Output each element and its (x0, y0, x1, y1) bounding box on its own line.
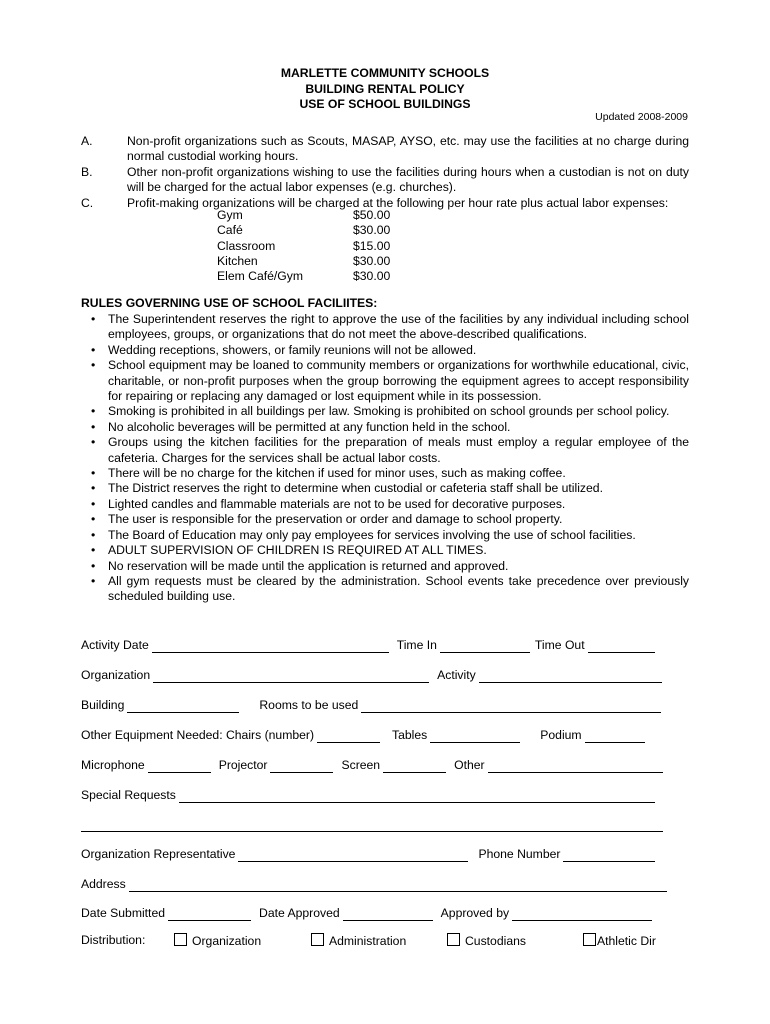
screen-label: Screen (341, 757, 381, 772)
chairs-field[interactable] (317, 729, 380, 743)
rule-item: • No reservation will be made until the application is returned and approved. (81, 559, 689, 574)
form-row-building (81, 695, 661, 713)
dist-custodians-label: Custodians (465, 933, 526, 948)
phone-field[interactable] (563, 848, 655, 862)
item-letter: A. (81, 134, 93, 148)
rule-item: • There will be no charge for the kitchen if used for minor uses, such as making coffee. (81, 466, 689, 481)
activity-label: Activity (437, 667, 476, 682)
date-approved-label: Date Approved (259, 905, 340, 920)
podium-field[interactable] (585, 729, 645, 743)
title-district: MARLETTE COMMUNITY SCHOOLS (280, 66, 490, 80)
approved-by-field[interactable] (512, 907, 652, 921)
microphone-label: Microphone (81, 757, 145, 772)
activity-date-label: Activity Date (81, 637, 149, 652)
dist-athletic-label: Athletic Dir (597, 933, 656, 948)
form-row-distribution (81, 932, 656, 950)
other-label: Other (454, 757, 485, 772)
approved-by-label: Approved by (440, 905, 510, 920)
time-in-field[interactable] (440, 639, 530, 653)
rate-name: Classroom (217, 238, 276, 253)
special-requests-field[interactable] (179, 789, 655, 803)
rate-name: Gym (217, 208, 243, 222)
date-submitted-label: Date Submitted (81, 905, 166, 920)
dist-administration-option[interactable] (311, 933, 447, 949)
rate-price: $30.00 (353, 269, 391, 284)
rule-item: • School equipment may be loaned to community members or organizations for worthwhile educational, civic, charitable, or non-profit purposes when the group borrowing the equipment agrees to accept responsibility for repairing or replacing any damaged or lost equipment while in its possession. (81, 358, 689, 404)
address-label: Address (81, 876, 126, 891)
phone-label: Phone Number (478, 846, 561, 861)
checkbox-icon[interactable] (174, 933, 187, 946)
rule-item: • The Superintendent reserves the right to approve the use of the facilities by any individual including school employees, groups, or organizations that do not meet the above-described qualifications. (81, 312, 689, 343)
date-approved-field[interactable] (343, 907, 433, 921)
rules-heading: RULES GOVERNING USE OF SCHOOL FACILIITES: (81, 296, 378, 310)
title-policy: BUILDING RENTAL POLICY (305, 81, 465, 96)
projector-label: Projector (218, 757, 268, 772)
form-row-special-requests (81, 785, 655, 803)
rate-name: Café (217, 223, 243, 238)
rule-item: • Lighted candles and flammable materials are not to be used for decorative purposes. (81, 497, 689, 512)
title-use: USE OF SCHOOL BUILDINGS (299, 97, 471, 111)
checkbox-icon[interactable] (583, 933, 596, 946)
rate-row (217, 223, 390, 238)
podium-label: Podium (540, 727, 582, 742)
item-text: Profit-making organizations will be charged at the following per hour rate plus actual labor expenses: (127, 195, 669, 210)
checkbox-icon[interactable] (447, 933, 460, 946)
time-in-label: Time In (396, 637, 437, 652)
chairs-label: Other Equipment Needed: Chairs (number) (81, 727, 315, 742)
time-out-label: Time Out (534, 637, 585, 652)
org-rep-field[interactable] (238, 848, 468, 862)
rule-item: • The Board of Education may only pay employees for services involving the use of school facilities. (81, 528, 689, 543)
rate-row (217, 208, 390, 223)
item-text: Other non-profit organizations wishing to use the facilities during hours when a custodian is not on duty will be charged for the actual labor expenses (e.g. churches). (127, 164, 689, 195)
dist-organization-label: Organization (192, 933, 262, 948)
dist-administration-label: Administration (329, 933, 407, 948)
form-row-approval (81, 903, 652, 921)
organization-label: Organization (81, 667, 151, 682)
rule-item: • Smoking is prohibited in all buildings per law. Smoking is prohibited on school grounds per school policy. (81, 404, 689, 419)
rate-name: Kitchen (217, 253, 258, 268)
time-out-field[interactable] (588, 639, 655, 653)
item-letter: C. (81, 195, 94, 210)
form-row-organization (81, 665, 662, 683)
microphone-field[interactable] (148, 759, 211, 773)
activity-date-field[interactable] (152, 639, 389, 653)
other-field[interactable] (488, 759, 663, 773)
building-field[interactable] (127, 699, 239, 713)
rate-price: $15.00 (353, 238, 391, 253)
form-row-equipment (81, 725, 645, 743)
screen-field[interactable] (383, 759, 446, 773)
dist-custodians-option[interactable] (447, 933, 583, 949)
special-requests-field-line2[interactable] (81, 818, 663, 832)
rule-item: • The user is responsible for the preservation or order and damage to school property. (81, 512, 689, 527)
form-row-representative (81, 844, 655, 862)
item-text: Non-profit organizations such as Scouts, MASAP, AYSO, etc. may use the facilities at no charge during normal custodial working hours. (127, 134, 689, 164)
lettered-item-a (81, 134, 689, 165)
rule-item: • No alcoholic beverages will be permitted at any function held in the school. (81, 420, 689, 435)
rate-price: $30.00 (353, 223, 391, 238)
form-row-activity-date (81, 635, 655, 653)
document-title (0, 66, 770, 113)
dist-organization-option[interactable] (174, 933, 311, 949)
form-row-av-equipment (81, 755, 663, 773)
building-label: Building (81, 697, 125, 712)
rooms-label: Rooms to be used (259, 697, 359, 712)
form-row-address (81, 874, 667, 892)
form-row-special-requests-cont (81, 814, 663, 832)
rate-price: $30.00 (353, 253, 391, 268)
rooms-field[interactable] (361, 699, 661, 713)
date-submitted-field[interactable] (168, 907, 251, 921)
projector-field[interactable] (270, 759, 333, 773)
tables-field[interactable] (430, 729, 520, 743)
lettered-list (81, 134, 689, 211)
checkbox-icon[interactable] (311, 933, 324, 946)
rate-row (217, 239, 390, 254)
rules-list (81, 312, 689, 605)
rule-item: • The District reserves the right to determine when custodial or cafeteria staff shall be utilized. (81, 481, 689, 496)
activity-field[interactable] (479, 669, 662, 683)
rule-item: • Wedding receptions, showers, or family reunions will not be allowed. (81, 343, 689, 358)
address-field[interactable] (129, 878, 667, 892)
rule-item: • ADULT SUPERVISION OF CHILDREN IS REQUIRED AT ALL TIMES. (81, 543, 689, 558)
rate-name: Elem Café/Gym (217, 269, 304, 284)
updated-date: Updated 2008-2009 (595, 111, 688, 123)
rate-table (217, 208, 390, 284)
org-rep-label: Organization Representative (81, 846, 236, 861)
special-requests-label: Special Requests (81, 787, 176, 802)
rate-row (217, 254, 390, 269)
distribution-label: Distribution: (81, 933, 146, 948)
tables-label: Tables (392, 727, 428, 742)
rule-item: • Groups using the kitchen facilities for the preparation of meals must employ a regular employee of the cafeteria. Charges for the services shall be actual labor costs. (81, 435, 689, 466)
lettered-item-b (81, 165, 689, 196)
rate-price: $50.00 (353, 208, 391, 222)
organization-field[interactable] (153, 669, 429, 683)
item-letter: B. (81, 164, 93, 179)
rule-item: • All gym requests must be cleared by the administration. School events take precedence over previously scheduled building use. (81, 574, 689, 605)
rate-row (217, 269, 390, 284)
dist-athletic-option[interactable] (583, 933, 656, 949)
